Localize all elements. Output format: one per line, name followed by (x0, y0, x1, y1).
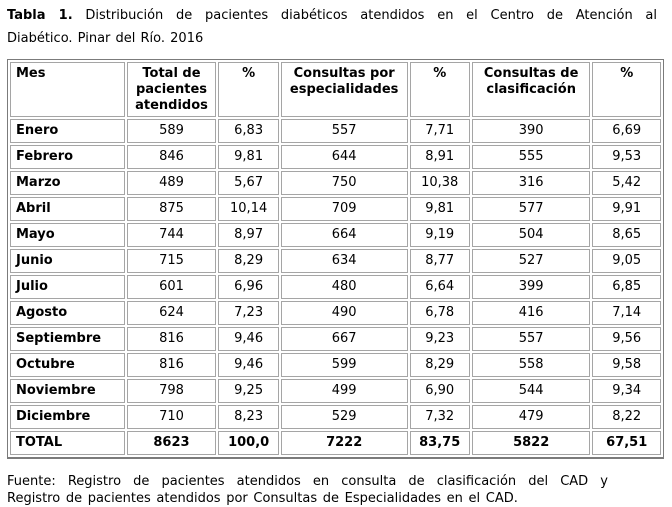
value-cell: 504 (472, 223, 591, 247)
source-note-line1: Fuente: Registro de pacientes atendidos en consulta de clasificación del CAD y (7, 474, 608, 489)
table-row (10, 223, 661, 247)
month-cell: Octubre (10, 353, 125, 377)
month-cell: Mayo (10, 223, 125, 247)
value-cell: 8,29 (410, 353, 470, 377)
column-header: Mes (10, 62, 125, 117)
column-header: % (410, 62, 470, 117)
value-cell: 601 (127, 275, 217, 299)
table-row (10, 119, 661, 143)
value-cell: 6,96 (218, 275, 278, 299)
value-cell: 7,71 (410, 119, 470, 143)
value-cell: 846 (127, 145, 217, 169)
value-cell: 9,46 (218, 353, 278, 377)
value-cell: 416 (472, 301, 591, 325)
total-row (10, 431, 661, 455)
value-cell: 67,51 (592, 431, 661, 455)
value-cell: 499 (281, 379, 408, 403)
month-cell: Julio (10, 275, 125, 299)
table-title-line2: Diabético. Pinar del Río. 2016 (7, 31, 204, 46)
table-title-label: Tabla 1. (7, 8, 73, 23)
value-cell: 9,25 (218, 379, 278, 403)
total-label-cell: TOTAL (10, 431, 125, 455)
value-cell: 667 (281, 327, 408, 351)
value-cell: 9,53 (592, 145, 661, 169)
value-cell: 6,69 (592, 119, 661, 143)
value-cell: 479 (472, 405, 591, 429)
table-row (10, 171, 661, 195)
month-cell: Febrero (10, 145, 125, 169)
value-cell: 744 (127, 223, 217, 247)
month-cell: Diciembre (10, 405, 125, 429)
value-cell: 8,23 (218, 405, 278, 429)
value-cell: 316 (472, 171, 591, 195)
column-header: Total de pacientes atendidos (127, 62, 217, 117)
month-cell: Agosto (10, 301, 125, 325)
month-cell: Noviembre (10, 379, 125, 403)
value-cell: 644 (281, 145, 408, 169)
value-cell: 8,91 (410, 145, 470, 169)
value-cell: 489 (127, 171, 217, 195)
value-cell: 715 (127, 249, 217, 273)
data-table (7, 59, 664, 459)
month-cell: Abril (10, 197, 125, 221)
value-cell: 83,75 (410, 431, 470, 455)
value-cell: 9,19 (410, 223, 470, 247)
value-cell: 9,34 (592, 379, 661, 403)
value-cell: 816 (127, 353, 217, 377)
table-row (10, 327, 661, 351)
value-cell: 6,64 (410, 275, 470, 299)
value-cell: 6,83 (218, 119, 278, 143)
column-header: % (592, 62, 661, 117)
value-cell: 7,23 (218, 301, 278, 325)
value-cell: 798 (127, 379, 217, 403)
value-cell: 599 (281, 353, 408, 377)
value-cell: 8,65 (592, 223, 661, 247)
month-cell: Marzo (10, 171, 125, 195)
month-cell: Septiembre (10, 327, 125, 351)
table-title (7, 5, 657, 50)
value-cell: 527 (472, 249, 591, 273)
value-cell: 390 (472, 119, 591, 143)
month-cell: Enero (10, 119, 125, 143)
value-cell: 9,05 (592, 249, 661, 273)
value-cell: 816 (127, 327, 217, 351)
value-cell: 9,58 (592, 353, 661, 377)
value-cell: 9,23 (410, 327, 470, 351)
value-cell: 529 (281, 405, 408, 429)
value-cell: 875 (127, 197, 217, 221)
value-cell: 8,29 (218, 249, 278, 273)
column-header: Consultas por especialidades (281, 62, 408, 117)
value-cell: 9,91 (592, 197, 661, 221)
value-cell: 557 (281, 119, 408, 143)
table-row (10, 249, 661, 273)
value-cell: 9,81 (410, 197, 470, 221)
value-cell: 8623 (127, 431, 217, 455)
value-cell: 555 (472, 145, 591, 169)
table-row (10, 301, 661, 325)
value-cell: 8,97 (218, 223, 278, 247)
table-row (10, 353, 661, 377)
value-cell: 399 (472, 275, 591, 299)
value-cell: 6,78 (410, 301, 470, 325)
value-cell: 5,67 (218, 171, 278, 195)
table-row (10, 275, 661, 299)
value-cell: 624 (127, 301, 217, 325)
value-cell: 557 (472, 327, 591, 351)
value-cell: 7,32 (410, 405, 470, 429)
value-cell: 10,38 (410, 171, 470, 195)
source-note (7, 473, 658, 507)
table-title-line1 (7, 5, 657, 27)
value-cell: 490 (281, 301, 408, 325)
value-cell: 9,46 (218, 327, 278, 351)
value-cell: 480 (281, 275, 408, 299)
value-cell: 750 (281, 171, 408, 195)
value-cell: 100,0 (218, 431, 278, 455)
value-cell: 589 (127, 119, 217, 143)
value-cell: 5822 (472, 431, 591, 455)
value-cell: 6,90 (410, 379, 470, 403)
table-row (10, 379, 661, 403)
value-cell: 558 (472, 353, 591, 377)
table-body (10, 119, 661, 455)
value-cell: 8,22 (592, 405, 661, 429)
value-cell: 544 (472, 379, 591, 403)
value-cell: 7222 (281, 431, 408, 455)
value-cell: 9,81 (218, 145, 278, 169)
value-cell: 9,56 (592, 327, 661, 351)
value-cell: 6,85 (592, 275, 661, 299)
value-cell: 709 (281, 197, 408, 221)
value-cell: 577 (472, 197, 591, 221)
header-row (10, 62, 661, 117)
column-header: % (218, 62, 278, 117)
value-cell: 634 (281, 249, 408, 273)
table-title-text: Distribución de pacientes diabéticos atendidos en el Centro de Atención al (85, 8, 658, 23)
table-row (10, 197, 661, 221)
source-note-line2: Registro de pacientes atendidos por Consultas de Especialidades en el CAD. (7, 491, 518, 506)
table-row (10, 145, 661, 169)
table-header (10, 62, 661, 117)
column-header: Consultas de clasificación (472, 62, 591, 117)
value-cell: 8,77 (410, 249, 470, 273)
month-cell: Junio (10, 249, 125, 273)
table-row (10, 405, 661, 429)
value-cell: 5,42 (592, 171, 661, 195)
value-cell: 10,14 (218, 197, 278, 221)
value-cell: 664 (281, 223, 408, 247)
value-cell: 710 (127, 405, 217, 429)
value-cell: 7,14 (592, 301, 661, 325)
